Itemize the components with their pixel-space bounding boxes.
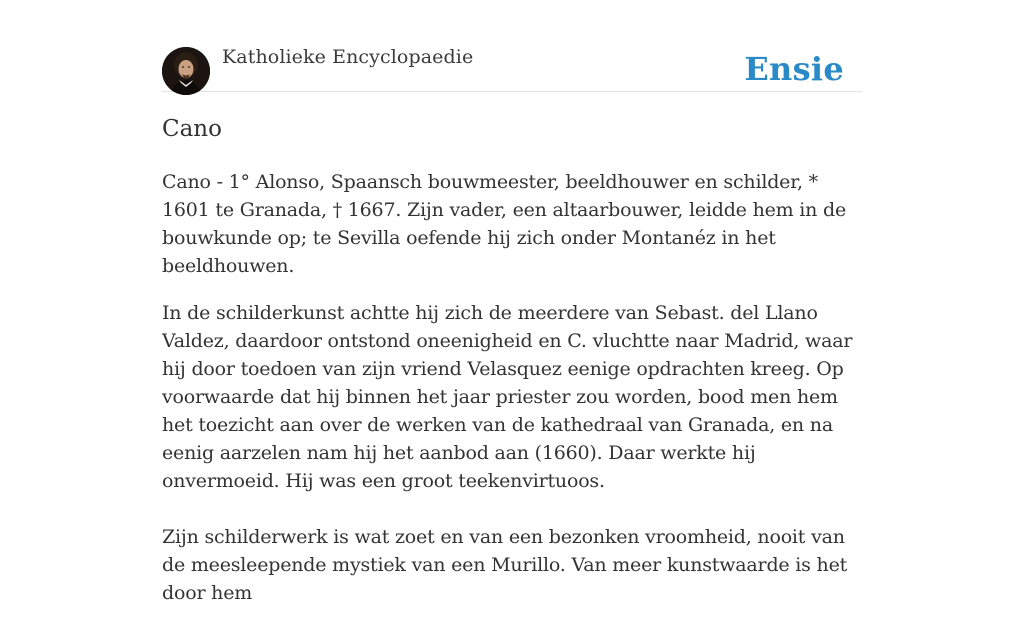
page-container xyxy=(162,0,862,604)
article-paragraph: Zijn schilderwerk is wat zoet en van een bezonken vroomheid, nooit van de meesleepende mystiek van een Murillo. Van meer kunstwaarde is het door hem xyxy=(162,526,848,604)
site-header xyxy=(162,0,862,92)
portrait-avatar-icon[interactable] xyxy=(162,47,210,95)
site-name[interactable]: Katholieke Encyclopaedie xyxy=(222,46,474,68)
article-paragraph: Cano - 1° Alonso, Spaansch bouwmeester, beeldhouwer en schilder, * 1601 te Granada, † 1667. Zijn vader, een altaarbouwer, leidde hem in de bouwkunde op; te Sevilla oefende hij zich onder Montanéz in het beeldhouwen. xyxy=(162,171,847,277)
article-title: Cano xyxy=(162,116,222,142)
article-paragraph: In de schilderkunst achtte hij zich de meerdere van Sebast. del Llano Valdez, daardoor ontstond oneenigheid en C. vluchtte naar Madrid, waar hij door toedoen van zijn vriend Velasquez eenige opdrachten kreeg. Op voorwaarde dat hij binnen het jaar priester zou worden, bood men hem het toezicht aan over de werken van de kathedraal van Granada, en na eenig aarzelen nam hij het aanbod aan (1660). Daar werkte hij onvermoeid. Hij was een groot teekenvirtuoos. xyxy=(162,302,853,492)
article-body xyxy=(162,168,862,626)
brand-logo[interactable]: Ensie xyxy=(744,50,844,88)
